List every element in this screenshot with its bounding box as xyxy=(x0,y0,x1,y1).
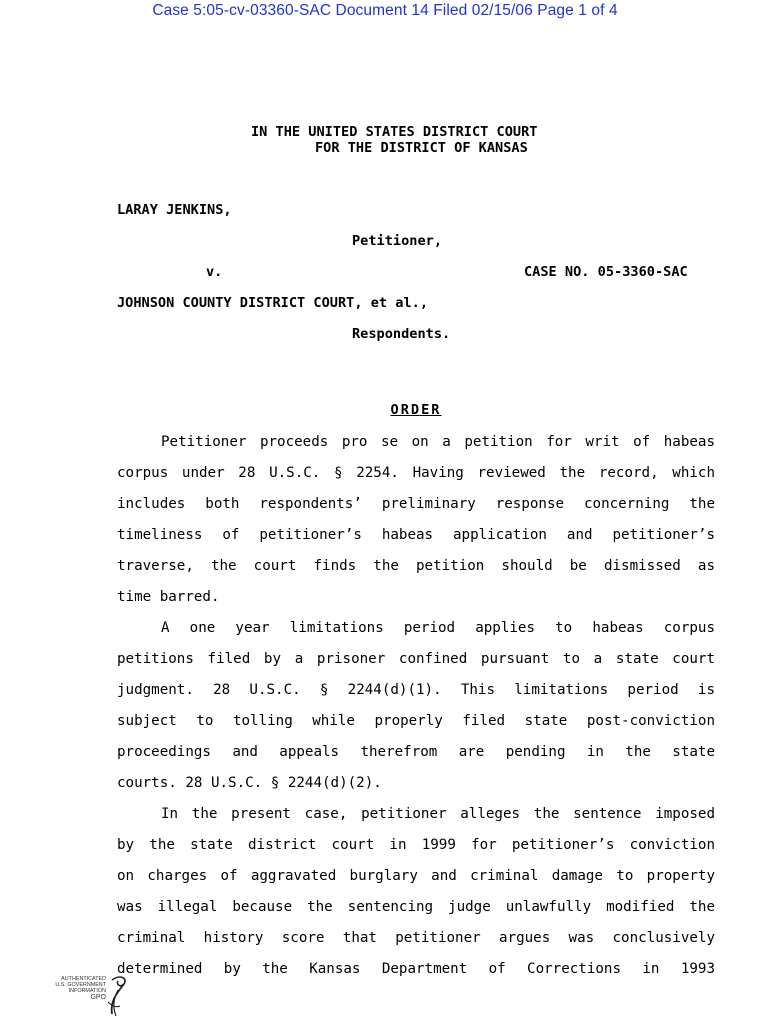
court-name-line2: FOR THE DISTRICT OF KANSAS xyxy=(315,140,528,156)
body-line: proceedings and appeals therefrom are pending in the state xyxy=(117,744,715,760)
body-line: A one year limitations period applies to habeas corpus xyxy=(161,620,715,636)
gpo-eagle-icon xyxy=(46,972,132,1018)
order-title: ORDER xyxy=(390,402,442,418)
body-line: by the state district court in 1999 for petitioner’s conviction xyxy=(117,837,715,853)
petitioner-name: LARAY JENKINS, xyxy=(117,202,232,218)
case-number: CASE NO. 05-3360-SAC xyxy=(524,264,688,280)
body-line: criminal history score that petitioner argues was conclusively xyxy=(117,930,715,946)
body-line: timeliness of petitioner’s habeas application and petitioner’s xyxy=(117,527,715,543)
body-line: includes both respondents’ preliminary response concerning the xyxy=(117,496,715,512)
gpo-authentication-logo xyxy=(46,972,132,1018)
court-name-line1: IN THE UNITED STATES DISTRICT COURT xyxy=(251,124,538,140)
body-line: subject to tolling while properly filed state post-conviction xyxy=(117,713,715,729)
body-line: was illegal because the sentencing judge unlawfully modified the xyxy=(117,899,715,915)
respondent-role: Respondents. xyxy=(352,326,451,342)
versus-label: v. xyxy=(206,264,223,280)
body-line: time barred. xyxy=(117,589,220,605)
gpo-logo-line: INFORMATION xyxy=(68,988,106,995)
body-line: corpus under 28 U.S.C. § 2254. Having reviewed the record, which xyxy=(117,465,715,481)
body-line: courts. 28 U.S.C. § 2244(d)(2). xyxy=(117,775,382,791)
body-line: determined by the Kansas Department of Corrections in 1993 xyxy=(117,961,715,977)
respondent-name: JOHNSON COUNTY DISTRICT COURT, et al., xyxy=(117,295,428,311)
gpo-logo-line: GPO xyxy=(90,993,106,1001)
body-line: judgment. 28 U.S.C. § 2244(d)(1). This limitations period is xyxy=(117,682,715,698)
body-line: Petitioner proceeds pro se on a petition for writ of habeas xyxy=(161,434,715,450)
gpo-logo-line: AUTHENTICATED xyxy=(61,976,106,982)
body-line: traverse, the court finds the petition should be dismissed as xyxy=(117,558,715,574)
petitioner-role: Petitioner, xyxy=(352,233,443,249)
body-line: In the present case, petitioner alleges the sentence imposed xyxy=(161,806,715,822)
case-header-stamp: Case 5:05-cv-03360-SAC Document 14 Filed 02/15/06 Page 1 of 4 xyxy=(152,2,618,19)
body-line: petitions filed by a prisoner confined pursuant to a state court xyxy=(117,651,715,667)
gpo-logo-line: U.S. GOVERNMENT xyxy=(55,982,106,989)
body-line: on charges of aggravated burglary and criminal damage to property xyxy=(117,868,715,884)
